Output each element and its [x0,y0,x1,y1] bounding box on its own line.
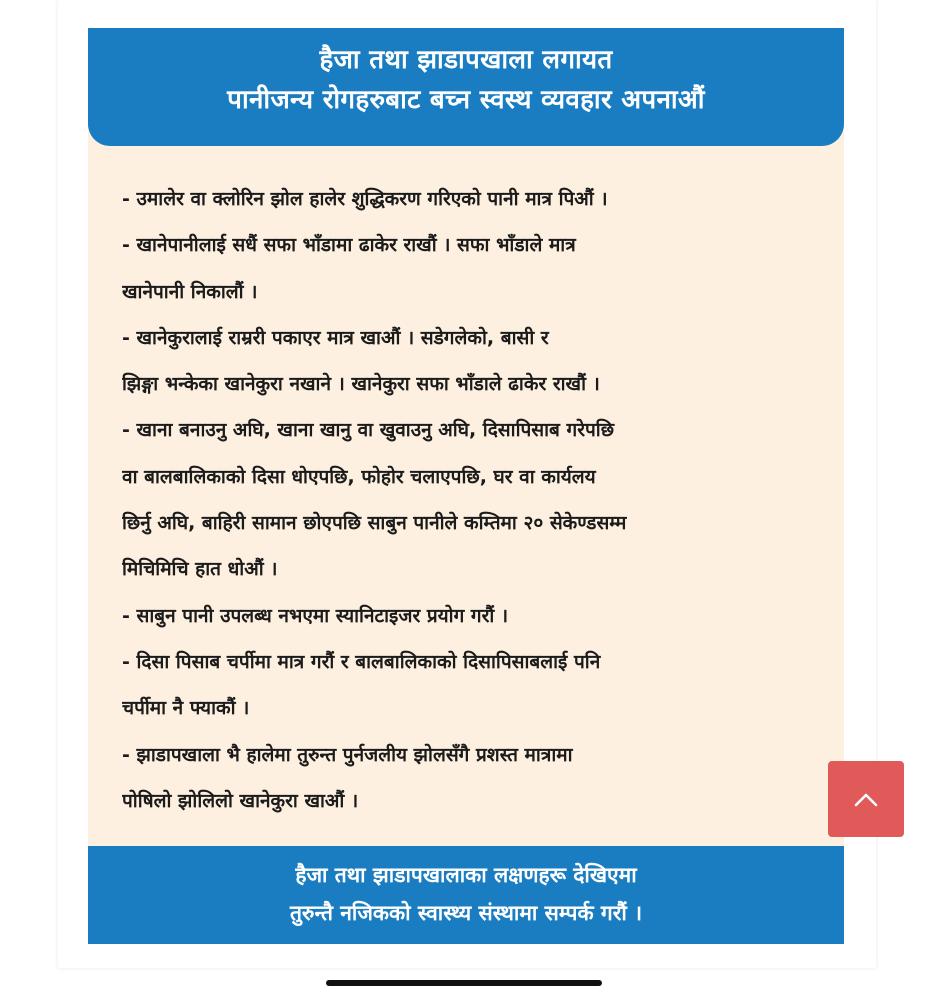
poster-line: - झाडापखाला भै हालेमा तुरुन्त पुर्नजलीय झोलसँगै प्रशस्त मात्रामा [122,743,573,766]
poster-bottom-edge [88,944,844,968]
poster-footer-line-2: तुरुन्तै नजिकको स्वास्थ्य संस्थामा सम्पर्क गरौं । [289,901,643,925]
poster-footer-banner [88,846,844,944]
scroll-to-top-button[interactable] [828,761,904,837]
awareness-poster [88,28,844,944]
poster-line: - उमालेर वा क्लोरिन झोल हालेर शुद्धिकरण गरिएको पानी मात्र पिऔं । [122,188,608,210]
poster-line: - साबुन पानी उपलब्ध नभएमा स्यानिटाइजर प्रयोग गरौं । [122,604,509,627]
chevron-up-icon [852,789,880,809]
home-indicator[interactable] [326,980,602,986]
poster-line: - खाना बनाउनु अघि, खाना खानु वा खुवाउनु अघि, दिसापिसाब गरेपछि [122,419,615,442]
poster-line: - खानेकुरालाई राम्ररी पकाएर मात्र खाऔं । सडेगलेको, बासी र [122,326,549,349]
poster-line: छिर्नु अघि, बाहिरी सामान छोएपछि साबुन पानीले कम्तिमा २० सेकेण्डसम्म [122,512,627,535]
poster-line: खानेपानी निकालौं । [122,280,258,303]
poster-header-line-2: पानीजन्य रोगहरुबाट बच्न स्वस्थ व्यवहार अपनाऔं [227,85,705,115]
poster-line: वा बालबालिकाको दिसा धोएपछि, फोहोर चलाएपछि, घर वा कार्यलय [122,465,596,488]
poster-line: - दिसा पिसाब चर्पीमा मात्र गरौं र बालबालिकाको दिसापिसाबलाई पनि [122,650,601,673]
poster-line: पोषिलो झोलिलो खानेकुरा खाऔं । [122,789,359,812]
poster-line: - खानेपानीलाई सधैं सफा भाँडामा ढाकेर राखौं । सफा भाँडाले मात्र [122,234,576,257]
poster-line: चर्पीमा नै फ्याकौं । [122,697,250,720]
poster-line: मिचिमिचि हात धोऔं । [122,558,278,581]
poster-body [122,176,822,824]
poster-header-banner [88,28,844,146]
poster-footer-line-1: हैजा तथा झाडापखालाका लक्षणहरू देखिएमा [295,863,637,887]
poster-line: झिङ्गा भन्केका खानेकुरा नखाने । खानेकुरा सफा भाँडाले ढाकेर राखौं । [122,373,600,396]
poster-header-line-1: हैजा तथा झाडापखाला लगायत [319,45,613,75]
